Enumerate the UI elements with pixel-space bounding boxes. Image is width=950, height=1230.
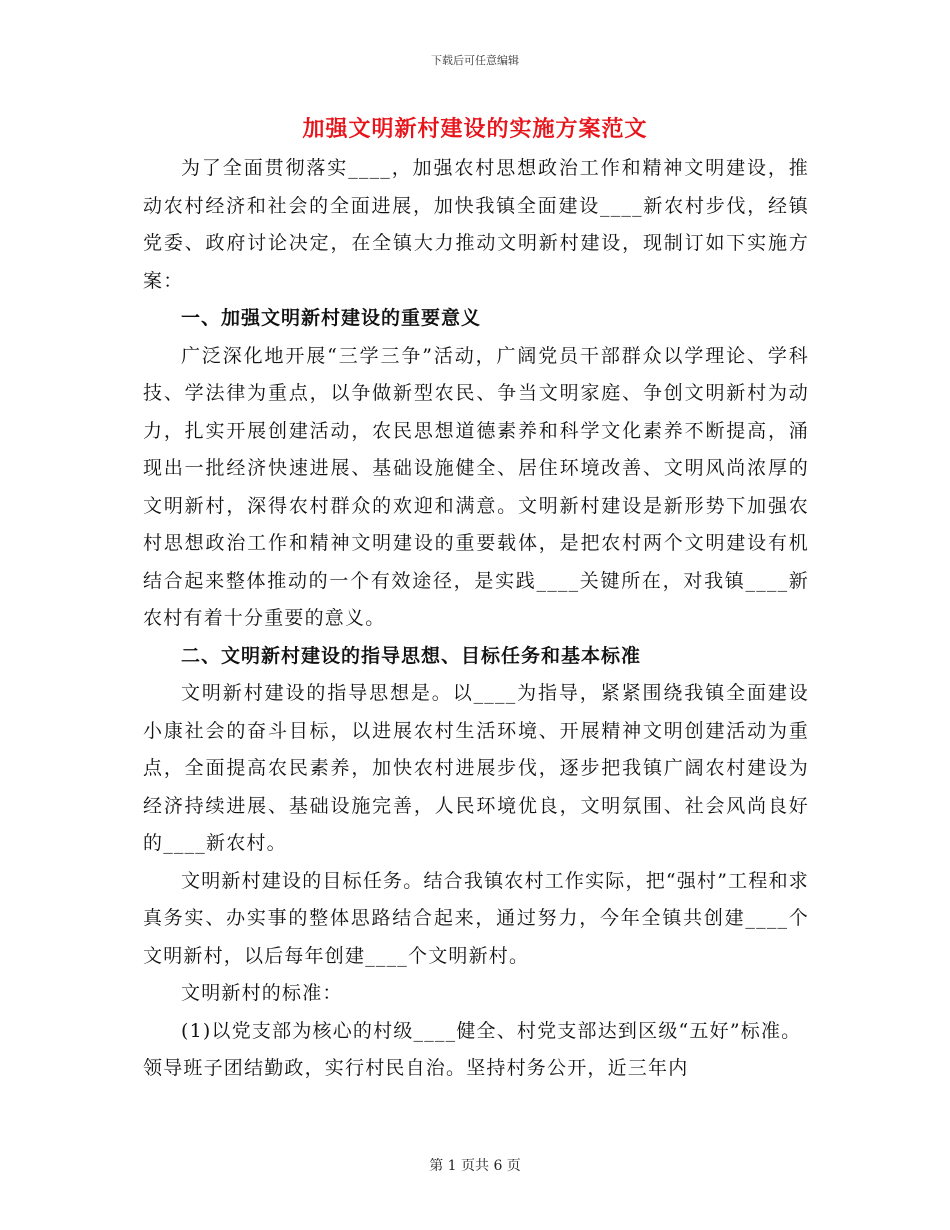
guiding-ideology-paragraph: 文明新村建设的指导思想是。以____为指导，紧紧围绕我镇全面建设小康社会的奋斗目标，以进展农村生活环境、开展精神文明创建活动为重点，全面提高农民素养，加快农村进展步伐，逐步把我镇广阔农村建设为经济持续进展、基础设施完善，人民环境优良，文明氛围、社会风尚良好的____新农村。 xyxy=(143,682,809,854)
objectives-paragraph: 文明新村建设的目标任务。结合我镇农村工作实际，把“强村”工程和求真务实、办实事的整体思路结合起来，通过努力，今年全镇共创建____个文明新村，以后每年创建____个文明新村。 xyxy=(143,869,809,967)
document-title: 加强文明新村建设的实施方案范文 xyxy=(302,116,648,142)
document-body xyxy=(143,150,809,1088)
page-header-note: 下载后可任意编辑 xyxy=(431,54,519,67)
standard-item-1: (1)以党支部为核心的村级____健全、村党支部达到区级“五好”标准。领导班子团结勤政，实行村民自治。坚持村务公开，近三年内 xyxy=(143,1019,802,1079)
page-number: 第 1 页共 6 页 xyxy=(429,1158,521,1174)
intro-paragraph: 为了全面贯彻落实____，加强农村思想政治工作和精神文明建设，推动农村经济和社会的全面进展，加快我镇全面建设____新农村步伐，经镇党委、政府讨论决定，在全镇大力推动文明新村建设，现制订如下实施方案： xyxy=(143,157,809,292)
significance-paragraph: 广泛深化地开展“三学三争”活动，广阔党员干部群众以学理论、学科技、学法律为重点，以争做新型农民、争当文明家庭、争创文明新村为动力，扎实开展创建活动，农民思想道德素养和科学文化素养不断提高，涌现出一批经济快速进展、基础设施健全、居住环境改善、文明风尚浓厚的文明新村，深得农村群众的欢迎和满意。文明新村建设是新形势下加强农村思想政治工作和精神文明建设的重要载体，是把农村两个文明建设有机结合起来整体推动的一个有效途径，是实践____关键所在，对我镇____新农村有着十分重要的意义。 xyxy=(143,344,809,629)
section-heading-1: 一、加强文明新村建设的重要意义 xyxy=(181,307,482,329)
section-heading-2: 二、文明新村建设的指导思想、目标任务和基本标准 xyxy=(181,644,642,667)
standards-intro-paragraph: 文明新村的标准： xyxy=(181,982,343,1004)
